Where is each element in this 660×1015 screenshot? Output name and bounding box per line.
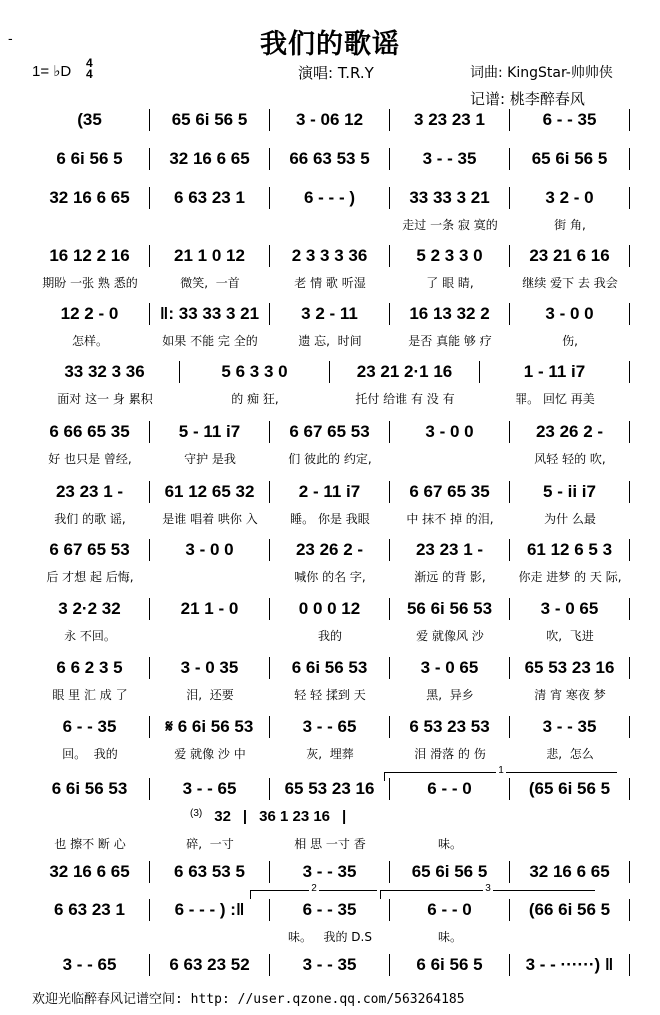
lyric: 味。 — [437, 930, 462, 944]
lyric — [150, 627, 270, 644]
notation-row — [30, 656, 630, 680]
lyric: 托付 给谁 有 没 有 — [355, 392, 455, 406]
measure: 23 23 1 - — [390, 539, 510, 561]
notation-row — [30, 108, 630, 132]
notation-row — [30, 597, 630, 621]
measure: 1 - 11 i7 — [480, 361, 630, 383]
measure: 6 67 65 35 — [390, 481, 510, 503]
measure: 33 32 3 36 — [30, 361, 180, 383]
measure: 6 - - 35 — [30, 716, 150, 738]
lyric: 走过 一条 寂 寞的 — [402, 218, 498, 232]
measure: 3 - - 65 — [30, 954, 150, 976]
measure: 6 66 65 35 — [30, 421, 150, 443]
lyric: 泪, 还要 — [186, 688, 234, 702]
measure: 65 6i 56 5 — [150, 109, 270, 131]
lyric — [150, 928, 270, 945]
measure: 5 - 11 i7 — [150, 421, 270, 443]
measure: 6 - - - ) :‖ — [150, 899, 270, 921]
notation-row — [30, 360, 630, 384]
measure: 6 63 23 1 — [30, 899, 150, 921]
measure: 33 33 3 21 — [390, 187, 510, 209]
lyric — [270, 216, 390, 233]
measure: 65 6i 56 5 — [510, 148, 630, 170]
lyric: 爱 就像 沙 中 — [174, 747, 246, 761]
notation-row — [30, 715, 630, 739]
lyric: 我的 — [317, 629, 342, 643]
measure: 3 - 06 12 — [270, 109, 390, 131]
lyric: 怎样。 — [71, 334, 108, 348]
lyric: 期盼 一张 熟 悉的 — [42, 276, 138, 290]
singer: 演唱: T.R.Y — [298, 64, 374, 82]
measure: 3 - - 35 — [390, 148, 510, 170]
lyric: 继续 爱下 去 我会 — [522, 276, 618, 290]
lyric: 我们 的歌 谣, — [54, 512, 126, 526]
lyric: 眼 里 汇 成 了 — [52, 688, 128, 702]
lyric: 吹, 飞进 — [546, 629, 594, 643]
measure: 5 6 3 3 0 — [180, 361, 330, 383]
lyric — [510, 928, 630, 945]
measure: 6 - - 0 — [390, 778, 510, 800]
measure: 5 2 3 3 0 — [390, 245, 510, 267]
measure: 6 6i 56 5 — [390, 954, 510, 976]
lyric: 是否 真能 够 疗 — [408, 334, 492, 348]
alternate-melody: (3) 32 | 36 1 23 16 | — [190, 808, 347, 825]
lyrics-row — [30, 686, 630, 703]
lyric: 灰, 埋葬 — [306, 747, 354, 761]
lyric: 黑, 异乡 — [426, 688, 474, 702]
lyric: 为什 么最 — [544, 512, 596, 526]
measure: 3 - 0 35 — [150, 657, 270, 679]
measure: 66 63 53 5 — [270, 148, 390, 170]
volta-1: 1 — [384, 772, 617, 781]
lyric: 街 角, — [554, 218, 586, 232]
lyric: 味。 我的 D.S — [288, 930, 372, 944]
lyrics-row — [30, 510, 630, 527]
notation-row — [30, 953, 630, 977]
measure: (35 — [30, 109, 150, 131]
lyrics-row — [30, 568, 630, 585]
measure: 3 - 0 65 — [390, 657, 510, 679]
lyrics-row — [30, 390, 630, 407]
measure: 6 63 23 1 — [150, 187, 270, 209]
measure: 𝄋 6 6i 56 53 — [150, 716, 270, 738]
measure: 32 16 6 65 — [30, 861, 150, 883]
lyrics-row — [30, 835, 630, 852]
lyric: 是谁 唱着 哄你 入 — [162, 512, 258, 526]
lyric — [30, 216, 150, 233]
lyric: 泪 滑落 的 伤 — [414, 747, 486, 761]
lyric: 睡。 你是 我眼 — [290, 512, 370, 526]
lyric: 回。 我的 — [62, 747, 118, 761]
time-signature — [86, 58, 93, 80]
measure: 6 53 23 53 — [390, 716, 510, 738]
lyric: 永 不回。 — [64, 629, 116, 643]
measure: 3 - - 65 — [270, 716, 390, 738]
measure: 6 63 23 52 — [150, 954, 270, 976]
corner-mark: - — [8, 30, 13, 46]
measure: 6 6i 56 53 — [270, 657, 390, 679]
measure: 3 2 - 0 — [510, 187, 630, 209]
notation-row — [30, 538, 630, 562]
lyrics-row — [30, 627, 630, 644]
volta-3: 3 — [380, 890, 595, 899]
alt-label: (3) — [190, 808, 203, 819]
measure: 6 - - - ) — [270, 187, 390, 209]
measure: 3 - 0 0 — [510, 303, 630, 325]
lyric: 遗 忘, 时间 — [298, 334, 362, 348]
measure: 0 0 0 12 — [270, 598, 390, 620]
lyric: 爱 就像风 沙 — [416, 629, 484, 643]
measure: 3 - - ······) ‖ — [510, 954, 630, 976]
measure: 21 1 - 0 — [150, 598, 270, 620]
measure: 65 53 23 16 — [510, 657, 630, 679]
lyric: 味。 — [437, 837, 462, 851]
measure: 56 6i 56 53 — [390, 598, 510, 620]
measure: 61 12 65 32 — [150, 481, 270, 503]
measure: 6 6i 56 53 — [30, 778, 150, 800]
measure: 21 1 0 12 — [150, 245, 270, 267]
lyric: 喊你 的名 字, — [294, 570, 366, 584]
notation-row — [30, 420, 630, 444]
lyric: 罪。 回忆 再美 — [515, 392, 595, 406]
measure: 6 63 53 5 — [150, 861, 270, 883]
notation-row — [30, 186, 630, 210]
measure: 3 - 0 0 — [150, 539, 270, 561]
song-title: 我们的歌谣 — [260, 29, 400, 60]
measure: 6 6 2 3 5 — [30, 657, 150, 679]
measure: 3 23 23 1 — [390, 109, 510, 131]
measure: 65 53 23 16 — [270, 778, 390, 800]
measure: (66 6i 56 5 — [510, 899, 630, 921]
lyric: 们 彼此的 约定, — [288, 452, 372, 466]
notation-row — [30, 898, 630, 922]
measure: 3 - - 65 — [150, 778, 270, 800]
footer-link: 欢迎光临醉春风记谱空间: http: //user.qzone.qq.com/563264185 — [32, 992, 465, 1007]
meter-top: 4 — [86, 56, 93, 70]
measure: 3 - - 35 — [510, 716, 630, 738]
measure: 32 16 6 65 — [510, 861, 630, 883]
measure: 5 - ii i7 — [510, 481, 630, 503]
transcriber: 记谱: 桃李醉春风 — [470, 90, 585, 108]
measure: 3 - - 35 — [270, 954, 390, 976]
measure: 65 6i 56 5 — [390, 861, 510, 883]
measure: 2 3 3 3 36 — [270, 245, 390, 267]
measure: 16 12 2 16 — [30, 245, 150, 267]
lyrics-row — [30, 216, 630, 233]
lyric: 轻 轻 揉到 天 — [294, 688, 366, 702]
measure: 2 - 11 i7 — [270, 481, 390, 503]
lyrics-row — [30, 450, 630, 467]
lyric — [30, 928, 150, 945]
lyric: 后 才想 起 后悔, — [46, 570, 134, 584]
measure: 6 6i 56 5 — [30, 148, 150, 170]
lyric: 守护 是我 — [184, 452, 236, 466]
notation-row — [30, 147, 630, 171]
alt-measure: 32 — [214, 808, 231, 825]
measure: 6 - - 35 — [270, 899, 390, 921]
measure: 3 - 0 65 — [510, 598, 630, 620]
measure: 12 2 - 0 — [30, 303, 150, 325]
measure: 23 21 2·1 16 — [330, 361, 480, 383]
notation-row — [30, 480, 630, 504]
lyric: 好 也只是 曾经, — [48, 452, 132, 466]
lyric: 清 宵 寒夜 梦 — [534, 688, 606, 702]
measure: 3 - - 35 — [270, 861, 390, 883]
lyric: 也 擦不 断 心 — [54, 837, 126, 851]
measure: 23 26 2 - — [270, 539, 390, 561]
measure: 23 23 1 - — [30, 481, 150, 503]
lyric: 风轻 轻的 吹, — [534, 452, 606, 466]
measure: 32 16 6 65 — [30, 187, 150, 209]
measure: ‖: 33 33 3 21 — [150, 303, 270, 325]
lyric: 微笑, 一首 — [180, 276, 240, 290]
notation-row — [30, 302, 630, 326]
lyric: 相 思 一寸 香 — [294, 837, 366, 851]
lyrics-row — [30, 332, 630, 349]
lyric: 渐远 的背 影, — [414, 570, 486, 584]
lyric: 了 眼 睛, — [426, 276, 474, 290]
measure: (65 6i 56 5 — [510, 778, 630, 800]
lyric — [150, 568, 270, 585]
lyrics-row — [30, 274, 630, 291]
measure: 23 26 2 - — [510, 421, 630, 443]
alt-measure: 36 1 23 16 — [259, 808, 331, 825]
lyrics-row — [30, 745, 630, 762]
key-signature: 1= ♭D — [32, 63, 72, 80]
lyric: 的 痴 狂, — [231, 392, 279, 406]
measure: 6 67 65 53 — [270, 421, 390, 443]
composer: 词曲: KingStar-帅帅侠 — [470, 65, 613, 81]
measure: 3 2 - 11 — [270, 303, 390, 325]
lyric: 如果 不能 完 全的 — [162, 334, 258, 348]
notation-row — [30, 860, 630, 884]
lyric: 碎, 一寸 — [186, 837, 234, 851]
measure: 16 13 32 2 — [390, 303, 510, 325]
measure: 6 67 65 53 — [30, 539, 150, 561]
measure: 3 2·2 32 — [30, 598, 150, 620]
measure: 6 - - 35 — [510, 109, 630, 131]
measure: 6 - - 0 — [390, 899, 510, 921]
lyrics-row — [30, 928, 630, 945]
lyric: 老 情 歌 听湿 — [294, 276, 366, 290]
notation-row — [30, 244, 630, 268]
lyric: 伤, — [562, 334, 578, 348]
lyric: 悲, 怎么 — [546, 747, 594, 761]
measure: 3 - 0 0 — [390, 421, 510, 443]
measure: 61 12 6 5 3 — [510, 539, 630, 561]
lyric — [510, 835, 630, 852]
measure: 23 21 6 16 — [510, 245, 630, 267]
lyric: 中 抹不 掉 的泪, — [406, 512, 494, 526]
lyric: 面对 这一 身 累积 — [57, 392, 153, 406]
lyric: 你走 进梦 的 天 际, — [518, 570, 622, 584]
meter-bottom: 4 — [86, 67, 93, 81]
volta-2: 2 — [250, 890, 377, 899]
measure: 32 16 6 65 — [150, 148, 270, 170]
lyric — [390, 450, 510, 467]
lyric — [150, 216, 270, 233]
